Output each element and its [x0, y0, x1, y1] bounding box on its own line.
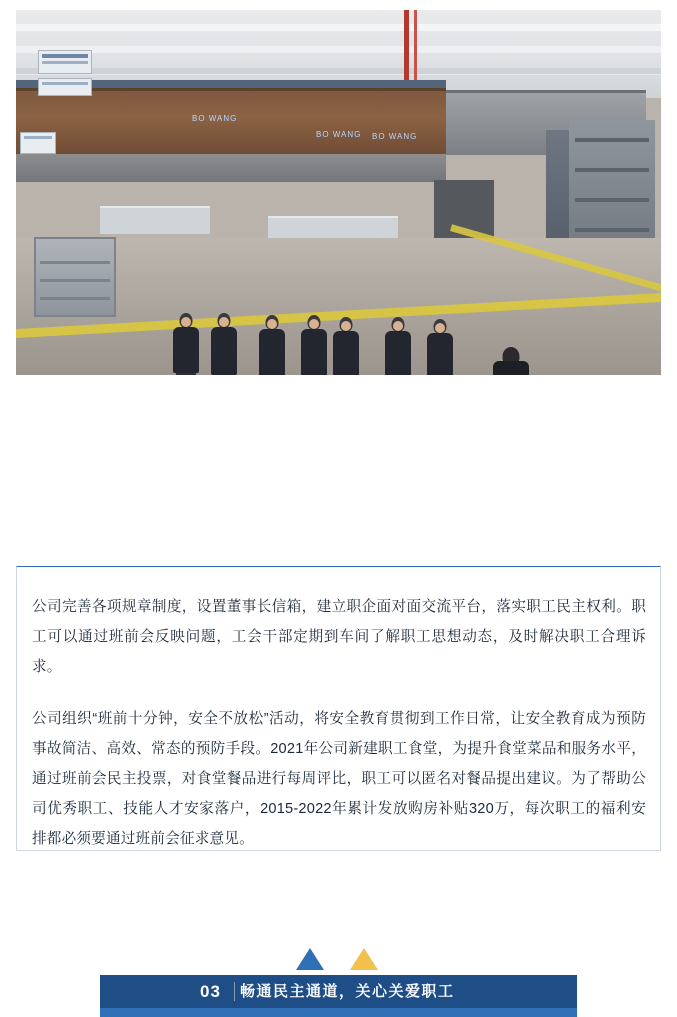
triangle-blue-icon — [296, 948, 324, 970]
section-title: 畅通民主通道，关心关爱职工 — [240, 983, 455, 1000]
paragraph: 公司完善各项规章制度，设置董事长信箱，建立职企面对面交流平台，落实职工民主权利。职工可以通过班前会反映问题，工会干部定期到车间了解职工思想动态，及时解决职工合理诉求。 — [32, 599, 646, 675]
machine-brand-label: BO WANG — [372, 132, 418, 141]
heading-divider — [234, 982, 235, 1001]
machine-brand-label: BO WANG — [192, 114, 238, 123]
work-bench — [100, 206, 210, 234]
machine-base — [16, 154, 446, 182]
heading-band-shadow — [100, 1008, 577, 1017]
red-pipe-secondary — [414, 10, 417, 90]
factory-floor-safety-meeting-photo — [16, 10, 661, 375]
section-number: 03 — [200, 982, 221, 1001]
wall-sign — [20, 132, 56, 154]
machine-brand-label: BO WANG — [316, 130, 362, 139]
photo-content — [16, 10, 661, 375]
ceiling-beam — [16, 68, 661, 74]
wall-notice-board — [38, 78, 92, 96]
material-cart — [34, 237, 116, 317]
paragraph: 公司组织“班前十分钟，安全不放松”活动，将安全教育贯彻到工作日常，让安全教育成为预防事故简洁、高效、常态的预防手段。2021年公司新建职工食堂，为提升食堂菜品和服务水平，通过班前会民主投票，对食堂餐品进行每周评比，职工可以匿名对餐品提出建议。为了帮助公司优秀职工、技能人才安家落户，2015-2022年累计发放购房补贴320万，每次职工的福利安排都必须要通过班前会征求意见。 — [32, 711, 646, 847]
wall-notice-board — [38, 50, 92, 74]
triangle-yellow-icon — [350, 948, 378, 970]
body-text — [32, 592, 646, 854]
